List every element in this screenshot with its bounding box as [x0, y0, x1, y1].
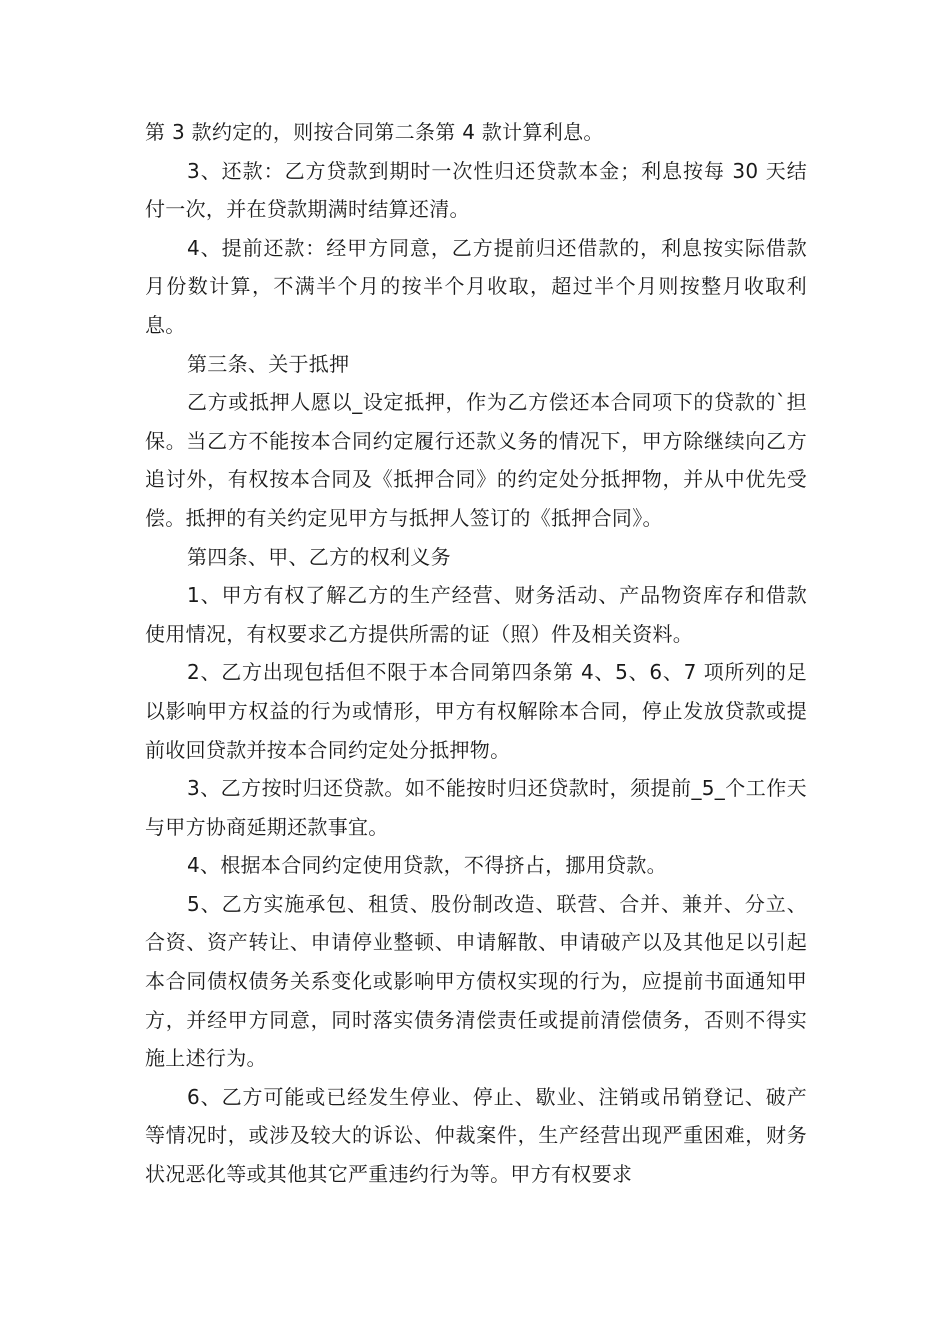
paragraph-interest-clause-end: 第 3 款约定的，则按合同第二条第 4 款计算利息。 [145, 120, 604, 144]
article-3-heading: 第三条、关于抵押 [187, 351, 350, 376]
paragraph-right-3: 3、乙方按时归还贷款。如不能按时归还贷款时，须提前_5_个工作天与甲方协商延期还款事宜。 [145, 776, 807, 839]
paragraph-mortgage: 乙方或抵押人愿以_设定抵押，作为乙方偿还本合同项下的贷款的`担保。当乙方不能按本合同约定履行还款义务的情况下，甲方除继续向乙方追讨外，有权按本合同及《抵押合同》的约定处分抵押物，并从中优先受偿。抵押的有关约定见甲方与抵押人签订的《抵押合同》。 [145, 390, 807, 530]
paragraph-right-2: 2、乙方出现包括但不限于本合同第四条第 4、5、6、7 项所列的足以影响甲方权益的行为或情形，甲方有权解除本合同，停止发放贷款或提前收回贷款并按本合同约定处分抵押物。 [145, 660, 807, 762]
document-body [145, 113, 807, 1194]
paragraph-early-repayment: 4、提前还款：经甲方同意，乙方提前归还借款的，利息按实际借款月份数计算，不满半个月的按半个月收取，超过半个月则按整月收取利息。 [145, 235, 807, 337]
paragraph-repayment: 3、还款：乙方贷款到期时一次性归还贷款本金；利息按每 30 天结付一次，并在贷款期满时结算还清。 [145, 158, 807, 222]
paragraph-right-4: 4、根据本合同约定使用贷款，不得挤占，挪用贷款。 [187, 853, 667, 878]
paragraph-right-6: 6、乙方可能或已经发生停业、停止、歇业、注销或吊销登记、破产等情况时，或涉及较大的诉讼、仲裁案件，生产经营出现严重困难，财务状况恶化等或其他其它严重违约行为等。甲方有权要求 [145, 1084, 807, 1187]
article-4-heading: 第四条、甲、乙方的权利义务 [187, 544, 451, 569]
paragraph-right-1: 1、甲方有权了解乙方的生产经营、财务活动、产品物资库存和借款使用情况，有权要求乙方提供所需的证（照）件及相关资料。 [145, 583, 807, 646]
paragraph-right-5: 5、乙方实施承包、租赁、股份制改造、联营、合并、兼并、分立、合资、资产转让、申请停业整顿、申请解散、申请破产以及其他足以引起本合同债权债务关系变化或影响甲方债权实现的行为，应提前书面通知甲方，并经甲方同意，同时落实债务清偿责任或提前清偿债务，否则不得实施上述行为。 [145, 891, 807, 1071]
